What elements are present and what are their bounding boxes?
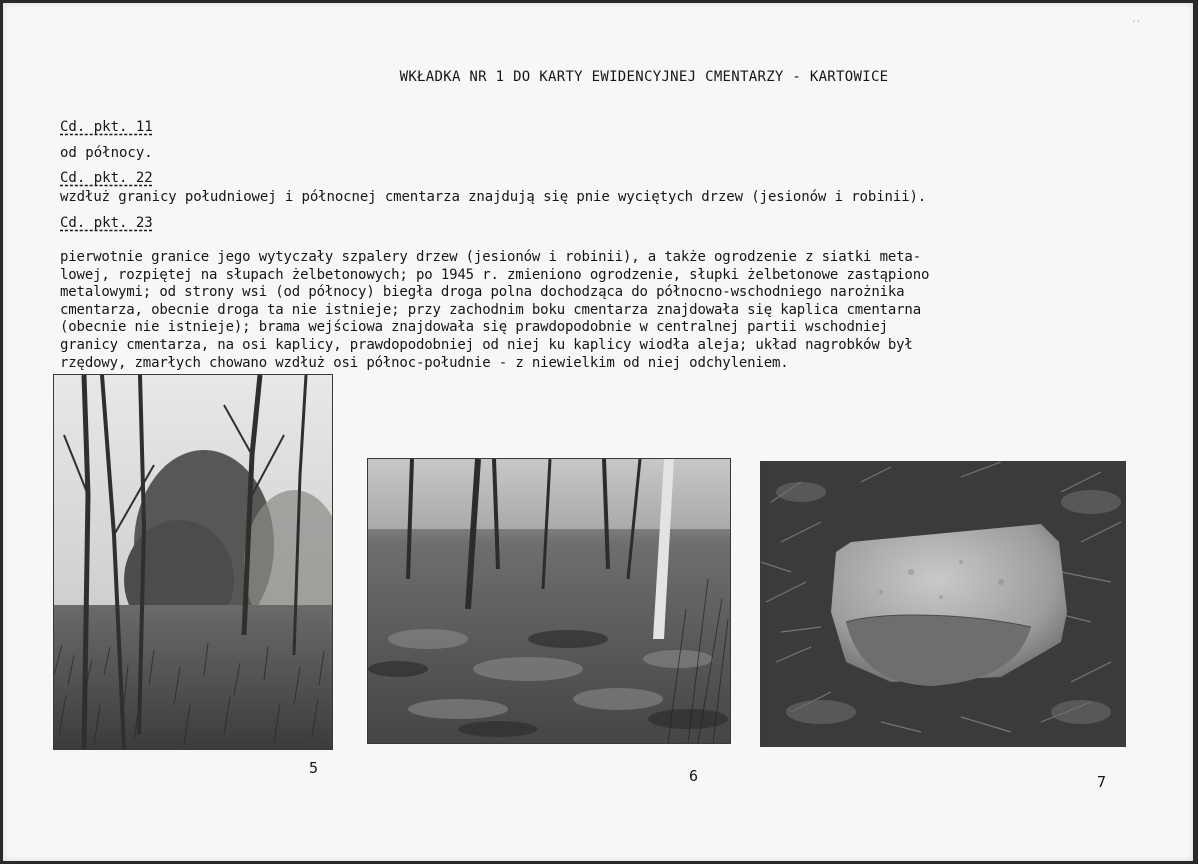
trees-photo-icon [54,375,332,749]
photo-6 [367,458,731,744]
section-text-23 [60,249,1140,372]
paragraph-line: (obecnie nie istnieje); brama wejściowa znajdowała się prawdopodobnie w centralnej partii wschodniej [60,319,888,336]
paragraph-line: lowej, rozpiętej na słupach żelbetonowych; po 1945 r. zmieniono ogrodzenie, słupki żelbetonowe zastąpiono [60,266,930,283]
photo-caption-7: 7 [1097,773,1107,791]
document-page [3,3,1193,861]
section-heading-11: Cd. pkt. 11 [60,119,153,135]
paragraph-line: granicy cmentarza, na osi kaplicy, prawdopodobniej od niej ku kaplicy wiodła aleja; układ nagrobków był [60,336,913,353]
paragraph-line: rzędowy, zmarłych chowano wzdłuż osi północ-południe - z niewielkim od niej odchyleniem. [60,354,789,371]
paragraph-line: pierwotnie granice jego wytyczały szpalery drzew (jesionów i robinii), a także ogrodzenie z siatki meta- [60,249,921,265]
page-title: WKŁADKA NR 1 DO KARTY EWIDENCYJNEJ CMENTARZY - KARTOWICE [399,69,889,85]
section-heading-23: Cd. pkt. 23 [60,215,153,231]
corner-mark: ·· [1131,17,1141,26]
photo-5 [53,374,333,750]
section-text-11: od północy. [60,145,153,161]
photo-caption-6: 6 [689,767,699,785]
photo-7 [760,461,1126,747]
photo-caption-5: 5 [309,759,319,777]
section-text-22: wzdłuż granicy południowej i północnej cmentarza znajdują się pnie wyciętych drzew (jesionów i robinii). [60,189,927,205]
paragraph-line: metalowymi; od strony wsi (od północy) biegła droga polna dochodząca do północno-wschodniego narożnika [60,284,905,301]
section-heading-22: Cd. pkt. 22 [60,170,153,186]
stone-photo-icon [761,462,1125,746]
forest-floor-photo-icon [368,459,730,743]
paragraph-line: cmentarza, obecnie droga ta nie istnieje; przy zachodnim boku cmentarza znajdowała się kaplica cmentarna [60,301,921,318]
